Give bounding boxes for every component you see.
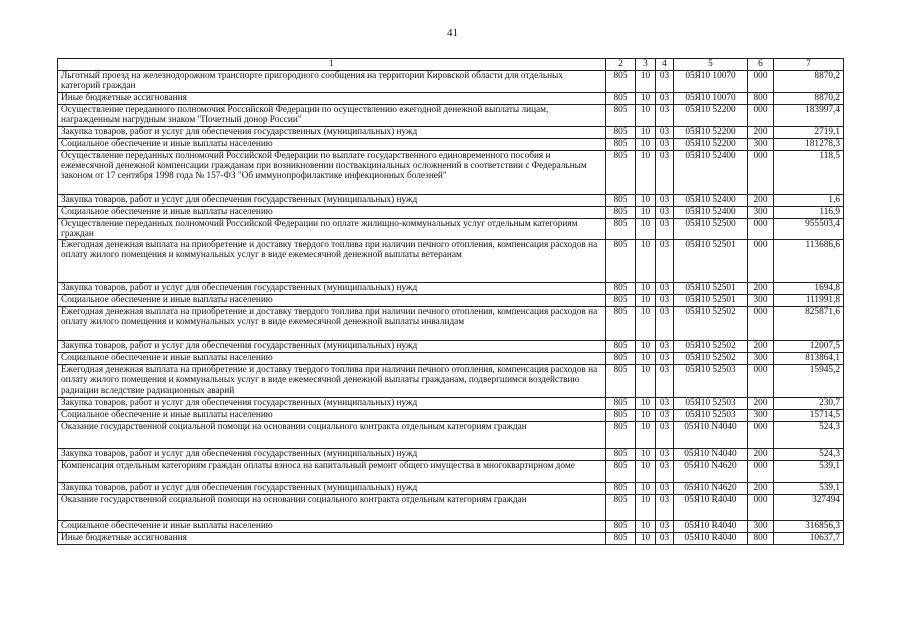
target-article-cell: 05Я10 10070 [674,92,748,104]
section-code-cell: 10 [636,194,656,206]
row-name-cell: Осуществление переданного полномочия Российской Федерации по осуществлению ежегодной денежной выплаты лицам, награжденным нагрудным знаком "Почетный донор России" [58,104,606,126]
row-name-cell: Ежегодная денежная выплата на приобретение и доставку твердого топлива при наличии печного отопления, компенсация расходов на оплату жилого помещения и коммунальных услуг в виде ежемесячной денежной выплаты инвалидам [58,307,606,341]
target-article-cell: 05Я10 52400 [674,194,748,206]
ved-code-cell: 805 [606,218,636,240]
target-article-cell: 05Я10 N4620 [674,461,748,483]
expense-type-cell: 000 [748,104,774,126]
budget-table [57,58,844,545]
row-name-cell: Закупка товаров, работ и услуг для обеспечения государственных (муниципальных) нужд [58,283,606,295]
ved-code-cell: 805 [606,521,636,533]
expense-type-cell: 000 [748,218,774,240]
expense-type-cell: 000 [748,422,774,449]
table-row [58,533,844,545]
ved-code-cell: 805 [606,240,636,283]
ved-code-cell: 805 [606,138,636,150]
table-row [58,126,844,138]
target-article-cell: 05Я10 R4040 [674,533,748,545]
target-article-cell: 05Я10 52501 [674,283,748,295]
subsection-code-cell: 03 [656,483,674,495]
section-code-cell: 10 [636,218,656,240]
table-row [58,495,844,521]
subsection-code-cell: 03 [656,295,674,307]
expense-type-cell: 300 [748,138,774,150]
subsection-code-cell: 03 [656,495,674,521]
row-name-cell: Закупка товаров, работ и услуг для обеспечения государственных (муниципальных) нужд [58,483,606,495]
expense-type-cell: 000 [748,150,774,194]
ved-code-cell: 805 [606,341,636,353]
table-row [58,307,844,341]
target-article-cell: 05Я10 N4040 [674,422,748,449]
section-code-cell: 10 [636,353,656,365]
amount-cell: 15945,2 [774,365,844,398]
amount-cell: 8870,2 [774,92,844,104]
header-cell-2: 2 [606,59,636,71]
expense-type-cell: 200 [748,449,774,461]
row-name-cell: Ежегодная денежная выплата на приобретение и доставку твердого топлива при наличии печного отопления, компенсация расходов на оплату жилого помещения и коммунальных услуг в виде ежемесячной денежной выплаты ветеранам [58,240,606,283]
table-row [58,150,844,194]
row-name-cell: Социальное обеспечение и иные выплаты населению [58,353,606,365]
ved-code-cell: 805 [606,365,636,398]
amount-cell: 183997,4 [774,104,844,126]
row-name-cell: Осуществление переданных полномочий Российской Федерации по оплате жилищно-коммунальных услуг отдельным категориям граждан [58,218,606,240]
subsection-code-cell: 03 [656,410,674,422]
ved-code-cell: 805 [606,533,636,545]
target-article-cell: 05Я10 52200 [674,126,748,138]
header-cell-5: 5 [674,59,748,71]
section-code-cell: 10 [636,283,656,295]
section-code-cell: 10 [636,461,656,483]
row-name-cell: Социальное обеспечение и иные выплаты населению [58,521,606,533]
amount-cell: 8870,2 [774,71,844,93]
target-article-cell: 05Я10 52501 [674,240,748,283]
table-row [58,521,844,533]
section-code-cell: 10 [636,410,656,422]
ved-code-cell: 805 [606,92,636,104]
target-article-cell: 05Я10 52400 [674,206,748,218]
subsection-code-cell: 03 [656,194,674,206]
row-name-cell: Закупка товаров, работ и услуг для обеспечения государственных (муниципальных) нужд [58,126,606,138]
subsection-code-cell: 03 [656,449,674,461]
target-article-cell: 05Я10 R4040 [674,521,748,533]
table-row [58,449,844,461]
table-row [58,71,844,93]
ved-code-cell: 805 [606,461,636,483]
row-name-cell: Социальное обеспечение и иные выплаты населению [58,410,606,422]
amount-cell: 15714,5 [774,410,844,422]
header-cell-3: 3 [636,59,656,71]
page-number: 41 [447,27,458,39]
row-name-cell: Оказание государственной социальной помощи на основании социального контракта отдельным категориям граждан [58,422,606,449]
amount-cell: 230,7 [774,398,844,410]
header-cell-4: 4 [656,59,674,71]
expense-type-cell: 000 [748,307,774,341]
subsection-code-cell: 03 [656,307,674,341]
subsection-code-cell: 03 [656,218,674,240]
row-name-cell: Осуществление переданных полномочий Российской Федерации по выплате государственного единовременного пособия и ежемесячной денежной компенсации гражданам при возникновении поствакцинальных осложнений в соответствии с Федеральным законом от 17 сентября 1998 года № 157-ФЗ "Об иммунопрофилактике инфекционных болезней" [58,150,606,194]
table-row [58,138,844,150]
table-row [58,206,844,218]
header-row [58,59,844,71]
ved-code-cell: 805 [606,206,636,218]
ved-code-cell: 805 [606,449,636,461]
ved-code-cell: 805 [606,71,636,93]
row-name-cell: Закупка товаров, работ и услуг для обеспечения государственных (муниципальных) нужд [58,194,606,206]
section-code-cell: 10 [636,495,656,521]
amount-cell: 539,1 [774,483,844,495]
subsection-code-cell: 03 [656,422,674,449]
target-article-cell: 05Я10 52502 [674,307,748,341]
subsection-code-cell: 03 [656,283,674,295]
expense-type-cell: 800 [748,92,774,104]
table-row [58,218,844,240]
subsection-code-cell: 03 [656,126,674,138]
target-article-cell: 05Я10 52503 [674,365,748,398]
target-article-cell: 05Я10 N4620 [674,483,748,495]
section-code-cell: 10 [636,295,656,307]
row-name-cell: Социальное обеспечение и иные выплаты населению [58,138,606,150]
amount-cell: 813864,1 [774,353,844,365]
subsection-code-cell: 03 [656,353,674,365]
row-name-cell: Закупка товаров, работ и услуг для обеспечения государственных (муниципальных) нужд [58,449,606,461]
subsection-code-cell: 03 [656,92,674,104]
target-article-cell: 05Я10 52400 [674,150,748,194]
expense-type-cell: 200 [748,483,774,495]
table-row [58,461,844,483]
header-cell-7: 7 [774,59,844,71]
amount-cell: 539,1 [774,461,844,483]
ved-code-cell: 805 [606,410,636,422]
amount-cell: 2719,1 [774,126,844,138]
table-row [58,194,844,206]
amount-cell: 825871,6 [774,307,844,341]
amount-cell: 316856,3 [774,521,844,533]
row-name-cell: Иные бюджетные ассигнования [58,533,606,545]
table-body [58,59,844,545]
amount-cell: 116,9 [774,206,844,218]
expense-type-cell: 200 [748,283,774,295]
subsection-code-cell: 03 [656,240,674,283]
amount-cell: 955503,4 [774,218,844,240]
section-code-cell: 10 [636,71,656,93]
subsection-code-cell: 03 [656,71,674,93]
target-article-cell: 05Я10 52503 [674,410,748,422]
table-row [58,295,844,307]
amount-cell: 1694,8 [774,283,844,295]
table-row [58,398,844,410]
target-article-cell: 05Я10 52503 [674,398,748,410]
ved-code-cell: 805 [606,126,636,138]
amount-cell: 113686,6 [774,240,844,283]
amount-cell: 1,6 [774,194,844,206]
section-code-cell: 10 [636,307,656,341]
ved-code-cell: 805 [606,295,636,307]
row-name-cell: Ежегодная денежная выплата на приобретение и доставку твердого топлива при наличии печного отопления, компенсация расходов на оплату жилого помещения и коммунальных услуг в виде ежемесячной денежной выплаты гражданам, подвергшимся воздействию радиации вследствие радиационных аварий [58,365,606,398]
section-code-cell: 10 [636,422,656,449]
table-row [58,365,844,398]
header-cell-6: 6 [748,59,774,71]
target-article-cell: 05Я10 52501 [674,295,748,307]
section-code-cell: 10 [636,483,656,495]
expense-type-cell: 300 [748,206,774,218]
expense-type-cell: 200 [748,194,774,206]
expense-type-cell: 000 [748,365,774,398]
target-article-cell: 05Я10 52200 [674,104,748,126]
target-article-cell: 05Я10 52500 [674,218,748,240]
row-name-cell: Оказание государственной социальной помощи на основании социального контракта отдельным категориям граждан [58,495,606,521]
expense-type-cell: 300 [748,410,774,422]
row-name-cell: Социальное обеспечение и иные выплаты населению [58,206,606,218]
amount-cell: 12007,5 [774,341,844,353]
row-name-cell: Закупка товаров, работ и услуг для обеспечения государственных (муниципальных) нужд [58,341,606,353]
section-code-cell: 10 [636,449,656,461]
section-code-cell: 10 [636,398,656,410]
section-code-cell: 10 [636,240,656,283]
amount-cell: 181278,3 [774,138,844,150]
table-row [58,92,844,104]
header-cell-1: 1 [58,59,606,71]
ved-code-cell: 805 [606,422,636,449]
table-row [58,353,844,365]
target-article-cell: 05Я10 R4040 [674,495,748,521]
ved-code-cell: 805 [606,194,636,206]
amount-cell: 524,3 [774,422,844,449]
subsection-code-cell: 03 [656,533,674,545]
table-row [58,341,844,353]
target-article-cell: 05Я10 52200 [674,138,748,150]
section-code-cell: 10 [636,206,656,218]
section-code-cell: 10 [636,92,656,104]
expense-type-cell: 000 [748,461,774,483]
target-article-cell: 05Я10 10070 [674,71,748,93]
ved-code-cell: 805 [606,104,636,126]
amount-cell: 111991,8 [774,295,844,307]
section-code-cell: 10 [636,104,656,126]
expense-type-cell: 200 [748,126,774,138]
expense-type-cell: 000 [748,240,774,283]
expense-type-cell: 200 [748,341,774,353]
target-article-cell: 05Я10 N4040 [674,449,748,461]
ved-code-cell: 805 [606,353,636,365]
amount-cell: 118,5 [774,150,844,194]
section-code-cell: 10 [636,365,656,398]
section-code-cell: 10 [636,521,656,533]
row-name-cell: Компенсация отдельным категориям граждан оплаты взноса на капитальный ремонт общего имущества в многоквартирном доме [58,461,606,483]
subsection-code-cell: 03 [656,461,674,483]
table-row [58,104,844,126]
table-row [58,483,844,495]
ved-code-cell: 805 [606,495,636,521]
target-article-cell: 05Я10 52502 [674,341,748,353]
section-code-cell: 10 [636,138,656,150]
subsection-code-cell: 03 [656,150,674,194]
ved-code-cell: 805 [606,283,636,295]
expense-type-cell: 300 [748,521,774,533]
amount-cell: 10637,7 [774,533,844,545]
amount-cell: 524,3 [774,449,844,461]
ved-code-cell: 805 [606,150,636,194]
subsection-code-cell: 03 [656,104,674,126]
section-code-cell: 10 [636,341,656,353]
subsection-code-cell: 03 [656,398,674,410]
table-row [58,283,844,295]
amount-cell: 327494 [774,495,844,521]
table-row [58,422,844,449]
ved-code-cell: 805 [606,483,636,495]
expense-type-cell: 800 [748,533,774,545]
expense-type-cell: 000 [748,71,774,93]
table-row [58,410,844,422]
subsection-code-cell: 03 [656,206,674,218]
row-name-cell: Закупка товаров, работ и услуг для обеспечения государственных (муниципальных) нужд [58,398,606,410]
row-name-cell: Социальное обеспечение и иные выплаты населению [58,295,606,307]
section-code-cell: 10 [636,150,656,194]
expense-type-cell: 000 [748,495,774,521]
target-article-cell: 05Я10 52502 [674,353,748,365]
subsection-code-cell: 03 [656,138,674,150]
row-name-cell: Льготный проезд на железнодорожном транспорте пригородного сообщения на территории Кировской области для отдельных категорий граждан [58,71,606,93]
table-row [58,240,844,283]
subsection-code-cell: 03 [656,365,674,398]
expense-type-cell: 300 [748,353,774,365]
section-code-cell: 10 [636,533,656,545]
row-name-cell: Иные бюджетные ассигнования [58,92,606,104]
expense-type-cell: 300 [748,295,774,307]
ved-code-cell: 805 [606,398,636,410]
subsection-code-cell: 03 [656,341,674,353]
expense-type-cell: 200 [748,398,774,410]
section-code-cell: 10 [636,126,656,138]
subsection-code-cell: 03 [656,521,674,533]
ved-code-cell: 805 [606,307,636,341]
